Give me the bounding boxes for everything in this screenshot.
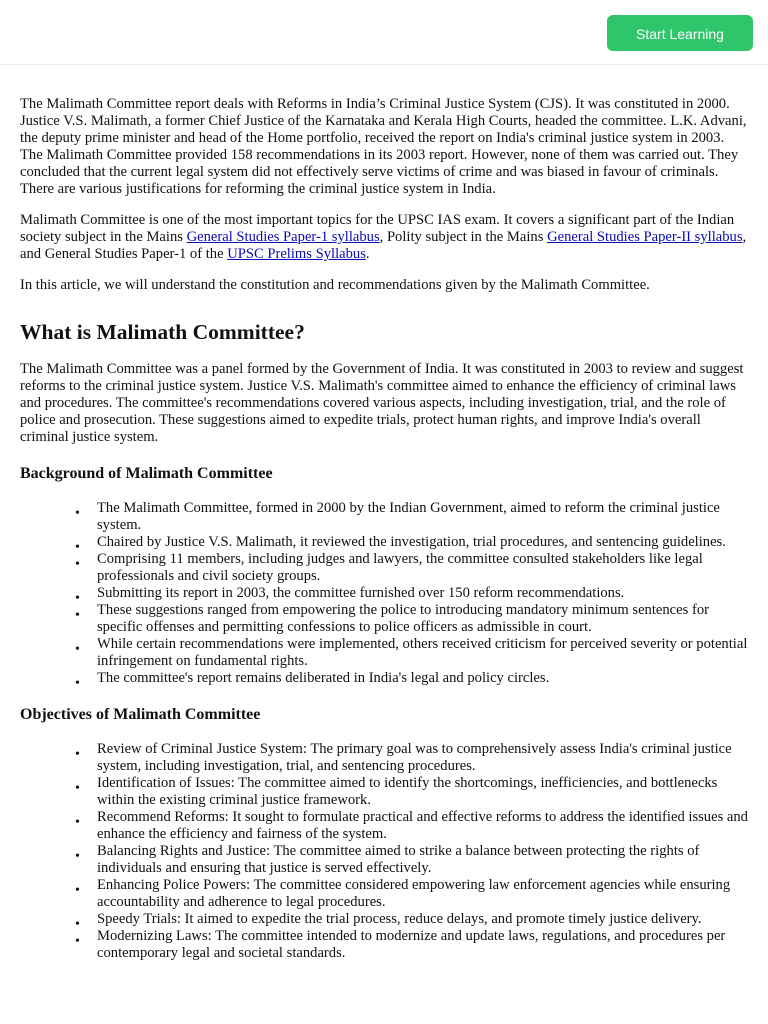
list-item: [75, 911, 750, 932]
list-item: [75, 775, 750, 809]
bullet-icon: •: [75, 506, 80, 521]
exam-relevance-paragraph: [20, 212, 750, 263]
bullet-icon: •: [75, 917, 80, 932]
list-item-text: Recommend Reforms: It sought to formulate practical and effective reforms to address the identified issues and enhance the efficiency and fairness of the system.: [97, 809, 748, 842]
gs-paper-2-syllabus-link[interactable]: General Studies Paper-II syllabus: [547, 229, 743, 245]
bullet-icon: •: [75, 815, 80, 830]
bullet-icon: •: [75, 642, 80, 657]
list-item: [75, 602, 750, 636]
list-item-text: The committee's report remains deliberated in India's legal and policy circles.: [97, 670, 550, 686]
exam-relevance-text-3: , and General Studies Paper-1 of the: [20, 229, 747, 262]
bullet-icon: •: [75, 557, 80, 572]
bullet-icon: •: [75, 747, 80, 762]
bullet-icon: •: [75, 540, 80, 555]
exam-relevance-text-4: .: [365, 246, 370, 262]
list-item-text: While certain recommendations were implemented, others received criticism for perceived severity or potential infringement on fundamental rights.: [97, 636, 748, 669]
bullet-icon: •: [75, 849, 80, 864]
bullet-icon: •: [75, 591, 80, 606]
exam-relevance-text-1: Malimath Committee is one of the most important topics for the UPSC IAS exam. It covers a significant part of the Indian society subject in the Mains: [20, 212, 735, 245]
list-item-text: Chaired by Justice V.S. Malimath, it reviewed the investigation, trial procedures, and sentencing guidelines.: [97, 534, 726, 550]
list-item: [75, 636, 750, 670]
list-item-text: Identification of Issues: The committee aimed to identify the shortcomings, inefficiencies, and bottlenecks within the existing criminal justice framework.: [97, 775, 718, 808]
article-content: [20, 96, 750, 962]
objectives-list: [20, 741, 750, 962]
background-heading: Background of Malimath Committee: [20, 465, 273, 482]
upsc-prelims-syllabus-link[interactable]: UPSC Prelims Syllabus: [227, 246, 366, 262]
what-is-heading: What is Malimath Committee?: [20, 320, 305, 344]
list-item-text: Enhancing Police Powers: The committee considered empowering law enforcement agencies while ensuring accountability and adherence to legal procedures.: [97, 877, 731, 910]
intro-paragraph: The Malimath Committee report deals with Reforms in India’s Criminal Justice System (CJS). It was constituted in 2000. Justice V.S. Malimath, a former Chief Justice of the Karnataka and Kerala High Courts, headed the committee. L.K. Advani, the deputy prime minister and head of the Home portfolio, received the report on India's criminal justice system in 2003. The Malimath Committee provided 158 recommendations in its 2003 report. However, none of them was carried out. They concluded that the current legal system did not effectively serve victims of crime and was biased in favour of criminals. There are various justifications for reforming the criminal justice system in India.: [20, 96, 747, 197]
list-item: [75, 500, 750, 534]
list-item: [75, 843, 750, 877]
list-item: [75, 741, 750, 775]
article-summary-paragraph: In this article, we will understand the constitution and recommendations given by the Malimath Committee.: [20, 277, 650, 293]
background-list: [20, 500, 750, 691]
bullet-icon: •: [75, 608, 80, 623]
list-item-text: These suggestions ranged from empowering the police to introducing mandatory minimum sentences for specific offenses and permitting confessions to police officers as admissible in court.: [97, 602, 709, 635]
start-learning-button[interactable]: Start Learning: [607, 15, 753, 51]
list-item-text: Speedy Trials: It aimed to expedite the trial process, reduce delays, and promote timely justice delivery.: [97, 911, 702, 927]
list-item: [75, 585, 750, 606]
bullet-icon: •: [75, 883, 80, 898]
what-is-paragraph: The Malimath Committee was a panel formed by the Government of India. It was constituted in 2003 to review and suggest reforms to the criminal justice system. Justice V.S. Malimath's committee aimed to enhance the efficiency of criminal laws and procedures. The committee's recommendations covered various aspects, including investigation, trial, and the role of police and prosecution. These suggestions aimed to expedite trials, protect human rights, and improve India's overall criminal justice system.: [20, 361, 744, 445]
list-item-text: Submitting its report in 2003, the committee furnished over 150 reform recommendations.: [97, 585, 625, 601]
list-item-text: Comprising 11 members, including judges and lawyers, the committee consulted stakeholders like legal professionals and civil society groups.: [97, 551, 703, 584]
list-item: [75, 809, 750, 843]
gs-paper-1-syllabus-link[interactable]: General Studies Paper-1 syllabus: [186, 229, 380, 245]
exam-relevance-text-2: , Polity subject in the Mains: [379, 229, 548, 245]
bullet-icon: •: [75, 676, 80, 691]
bullet-icon: •: [75, 781, 80, 796]
list-item-text: The Malimath Committee, formed in 2000 by the Indian Government, aimed to reform the criminal justice system.: [97, 500, 720, 533]
list-item-text: Review of Criminal Justice System: The primary goal was to comprehensively assess India's criminal justice system, including investigation, trial, and sentencing procedures.: [97, 741, 732, 774]
list-item: [75, 928, 750, 962]
list-item-text: Balancing Rights and Justice: The committee aimed to strike a balance between protecting the rights of individuals and ensuring that justice is served effectively.: [97, 843, 700, 876]
top-bar: [0, 0, 768, 65]
list-item: [75, 877, 750, 911]
list-item: [75, 670, 750, 691]
list-item: [75, 551, 750, 585]
list-item: [75, 534, 750, 555]
list-item-text: Modernizing Laws: The committee intended to modernize and update laws, regulations, and procedures per contemporary legal and societal standards.: [97, 928, 726, 961]
objectives-heading: Objectives of Malimath Committee: [20, 706, 261, 723]
bullet-icon: •: [75, 934, 80, 949]
